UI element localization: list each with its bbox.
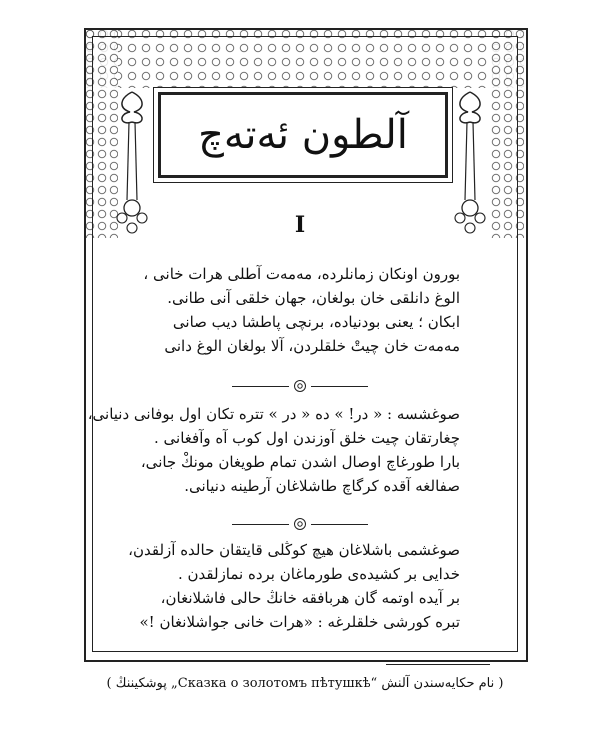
- verse-line: بورون اونكان زمانلرده، مەمەت آطلى هرات خانى ،: [143, 265, 460, 283]
- verse-line: صوغشمى باشلاغان هيچ كوڭلى قايتقان حالده آزلقدن،: [128, 541, 460, 559]
- verse-line: تبره كورشى خلقلرغه : «هرات خانى جواشلانغان !»: [139, 613, 460, 631]
- stanza: [87, 402, 460, 498]
- knot-ornament-icon: [293, 517, 307, 531]
- verse-line: خدايى بر كشيدەى طورماغان برده نمازلقدن .: [177, 565, 460, 583]
- stanza-divider: [232, 516, 368, 532]
- footer-rule: [386, 664, 490, 665]
- page-title: آلطون ئەتەچ: [198, 112, 408, 158]
- verse-line: ابكان ؛ يعنى بودنياده، برنچى پاطشا ديب صانى: [172, 313, 460, 331]
- section-number: I: [294, 212, 306, 238]
- stanza-divider: [232, 378, 368, 394]
- verse-line: الوغ دانلقى خان بولغان، جهان خلقى آنى طانى.: [167, 289, 460, 307]
- source-note: ( پوشكيننڭ „Сказка о золотомъ пѣтушкѣ“ نام حكايەسندن آلنش ): [106, 676, 504, 691]
- verse-line: بر آيده اوتمه گان هربافقه خانڭ حالى فاشلانغان،: [160, 589, 460, 607]
- knot-ornament-icon: [293, 379, 307, 393]
- title-cartouche: [158, 92, 448, 178]
- stanza: [128, 538, 460, 634]
- stanza: [143, 262, 460, 358]
- verse-line: صوغشسه : « در! » ده « در » تتره تكان اول بوفانى دنيانى،: [87, 405, 460, 423]
- verse-line: مەمەت خان چيتْ خلقلردن، آلا بولغان الوغ دانى: [164, 337, 460, 355]
- verse-line: چغارتقان چيت خلق آوزندن اول كوب آه وآفغانى .: [154, 429, 460, 447]
- verse-line: بارا طورغاچ اوصال اشدن تمام طويغان مونكْ جانى،: [140, 453, 460, 471]
- verse-line: صفالغه آقده كرگاچ طاشلاغان آرطينه دنيانى.: [184, 477, 460, 495]
